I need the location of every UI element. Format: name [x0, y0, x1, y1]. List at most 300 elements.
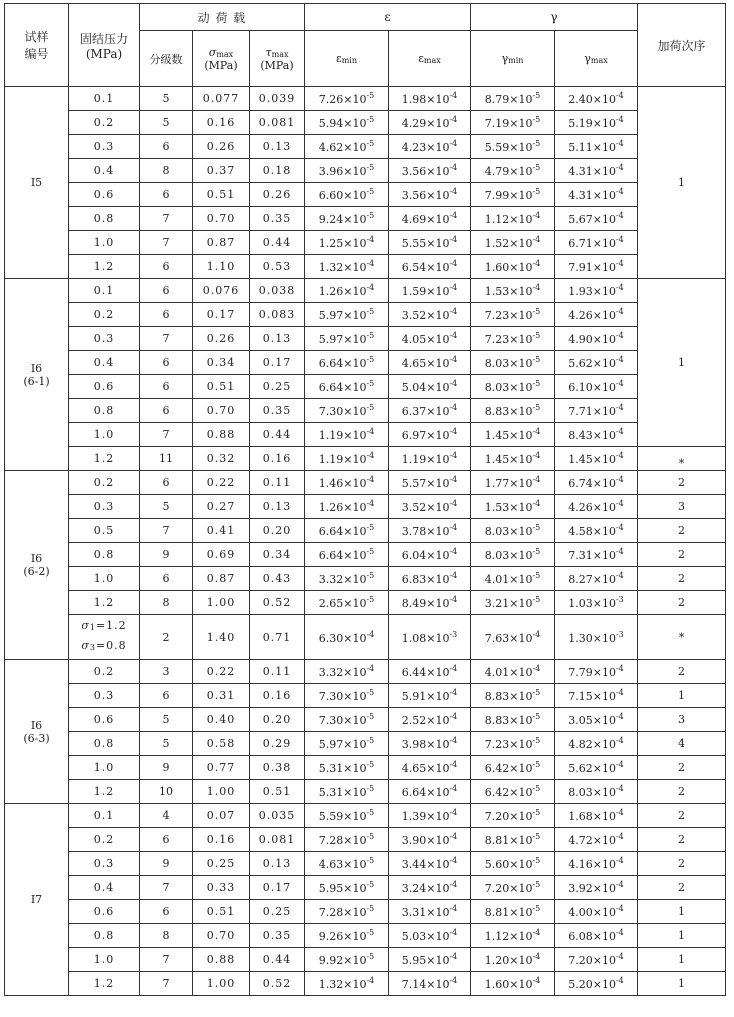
epsilon-max-cell — [389, 732, 471, 756]
gamma-min-cell-mantissa: 5.60 — [484, 858, 510, 871]
gamma-min-cell-mantissa: 8.83 — [484, 405, 510, 418]
times-ten-sign: ×10 — [592, 810, 616, 823]
epsilon-min-cell-mantissa: 2.65 — [318, 597, 344, 610]
times-ten-sign: ×10 — [343, 690, 367, 703]
sigma-max-cell: 1.00 — [193, 591, 250, 615]
load-sequence-cell: 2 — [638, 852, 726, 876]
gamma-min-cell-mantissa: 1.53 — [484, 285, 510, 298]
table-row — [5, 615, 726, 660]
gamma-min-cell-exponent: -5 — [532, 187, 541, 196]
gamma-min-cell — [471, 852, 555, 876]
epsilon-max-cell-exponent: -4 — [449, 595, 458, 604]
epsilon-max-cell-mantissa: 3.52 — [401, 309, 427, 322]
times-ten-sign: ×10 — [343, 405, 367, 418]
gamma-min-cell — [471, 876, 555, 900]
epsilon-min-cell — [305, 135, 389, 159]
gamma-min-cell-exponent: -5 — [532, 379, 541, 388]
epsilon-max-cell-exponent: -4 — [449, 760, 458, 769]
table-row — [5, 303, 726, 327]
consolidation-pressure-cell: 0.3 — [69, 852, 140, 876]
tau-max-cell: 0.20 — [250, 519, 305, 543]
epsilon-min-cell-mantissa: 4.63 — [318, 858, 344, 871]
tau-max-cell: 0.081 — [250, 111, 305, 135]
times-ten-sign: ×10 — [592, 309, 616, 322]
gamma-min-cell-exponent: -5 — [532, 331, 541, 340]
specimen-id: I5 — [30, 176, 43, 189]
epsilon-max-cell-mantissa: 7.14 — [401, 978, 427, 991]
gamma-max-cell — [555, 828, 638, 852]
times-ten-sign: ×10 — [509, 477, 533, 490]
tau-max-cell: 0.13 — [250, 135, 305, 159]
gamma-min-cell-exponent: -5 — [532, 355, 541, 364]
gamma-min-cell — [471, 111, 555, 135]
consolidation-pressure-cell: 0.6 — [69, 183, 140, 207]
sigma1-subscript: 1 — [89, 623, 96, 632]
stages-cell: 5 — [140, 111, 193, 135]
consolidation-pressure-cell: 0.4 — [69, 876, 140, 900]
tau-max-cell: 0.11 — [250, 660, 305, 684]
times-ten-sign: ×10 — [592, 834, 616, 847]
times-ten-sign: ×10 — [426, 834, 450, 847]
epsilon-max-cell — [389, 828, 471, 852]
sigma-max-cell: 0.22 — [193, 471, 250, 495]
gamma-min-cell-exponent: -5 — [532, 403, 541, 412]
gamma-min-cell — [471, 543, 555, 567]
times-ten-sign: ×10 — [426, 858, 450, 871]
times-ten-sign: ×10 — [343, 882, 367, 895]
epsilon-max-cell-mantissa: 1.98 — [401, 93, 427, 106]
times-ten-sign: ×10 — [343, 906, 367, 919]
gamma-max-cell — [555, 948, 638, 972]
stages-cell: 7 — [140, 948, 193, 972]
table-row — [5, 207, 726, 231]
gamma-max-cell — [555, 255, 638, 279]
table-row — [5, 159, 726, 183]
tau-max-cell: 0.083 — [250, 303, 305, 327]
gamma-max-cell — [555, 924, 638, 948]
epsilon-max-cell-mantissa: 6.04 — [401, 549, 427, 562]
times-ten-sign: ×10 — [592, 117, 616, 130]
epsilon-max-cell — [389, 375, 471, 399]
gamma-max-cell-exponent: -4 — [615, 664, 624, 673]
specimen-subid: (6-3) — [23, 731, 50, 745]
load-sequence-cell: 1 — [638, 684, 726, 708]
epsilon-min-cell — [305, 87, 389, 111]
epsilon-header: ε — [305, 4, 471, 31]
epsilon-min-cell-exponent: -5 — [366, 523, 375, 532]
gamma-max-cell-mantissa: 6.71 — [568, 237, 593, 250]
tau-max-cell: 0.039 — [250, 87, 305, 111]
times-ten-sign: ×10 — [592, 381, 616, 394]
epsilon-max-cell — [389, 756, 471, 780]
table-row — [5, 900, 726, 924]
epsilon-min-cell — [305, 399, 389, 423]
sigma-max-cell: 0.69 — [193, 543, 250, 567]
sigma-max-cell: 0.16 — [193, 111, 250, 135]
times-ten-sign: ×10 — [592, 631, 616, 645]
stages-header: 分级数 — [140, 31, 193, 87]
gamma-max-cell-exponent: -4 — [615, 115, 624, 124]
epsilon-min-cell-exponent: -4 — [366, 475, 375, 484]
stages-cell: 7 — [140, 423, 193, 447]
stages-cell: 11 — [140, 447, 193, 471]
gamma-max-cell-exponent: -4 — [615, 928, 624, 937]
epsilon-max-cell-exponent: -3 — [449, 629, 458, 639]
gamma-max-cell-mantissa: 7.31 — [568, 549, 593, 562]
table-row — [5, 804, 726, 828]
load-sequence-cell: 2 — [638, 519, 726, 543]
gamma-max-cell-exponent: -3 — [615, 629, 624, 639]
epsilon-max-cell-exponent: -4 — [449, 736, 458, 745]
times-ten-sign: ×10 — [509, 261, 533, 274]
sigma-max-cell: 0.70 — [193, 207, 250, 231]
gamma-min-cell-mantissa: 3.21 — [484, 597, 510, 610]
gamma-max-cell-exponent: -4 — [615, 139, 624, 148]
sigma-max-cell: 1.00 — [193, 972, 250, 996]
consolidation-pressure-cell: 0.1 — [69, 87, 140, 111]
gamma-max-cell — [555, 471, 638, 495]
times-ten-sign: ×10 — [426, 573, 450, 586]
eps-min-subscript: min — [341, 56, 357, 65]
epsilon-max-cell — [389, 495, 471, 519]
table-row — [5, 852, 726, 876]
sigma-max-cell: 0.076 — [193, 279, 250, 303]
times-ten-sign: ×10 — [343, 930, 367, 943]
epsilon-max-cell-mantissa: 4.05 — [401, 333, 427, 346]
tau-max-cell: 0.25 — [250, 900, 305, 924]
stages-cell: 7 — [140, 519, 193, 543]
gamma-min-cell — [471, 159, 555, 183]
epsilon-max-cell-exponent: -4 — [449, 115, 458, 124]
gamma-max-cell-exponent: -4 — [615, 211, 624, 220]
sigma-max-cell: 0.077 — [193, 87, 250, 111]
gamma-min-cell-exponent: -5 — [532, 307, 541, 316]
tau-max-cell: 0.52 — [250, 972, 305, 996]
epsilon-max-cell-mantissa: 6.44 — [401, 666, 427, 679]
gamma-max-cell — [555, 327, 638, 351]
gamma-max-cell-mantissa: 7.20 — [568, 954, 593, 967]
gamma-max-cell-exponent: -4 — [615, 952, 624, 961]
gamma-min-cell — [471, 303, 555, 327]
times-ten-sign: ×10 — [343, 285, 367, 298]
epsilon-min-cell — [305, 615, 389, 660]
tau-max-cell: 0.44 — [250, 423, 305, 447]
gam-max-subscript: max — [590, 56, 608, 65]
epsilon-min-cell-mantissa: 5.94 — [318, 117, 344, 130]
consolidation-pressure-cell: 0.3 — [69, 135, 140, 159]
epsilon-max-cell-exponent: -4 — [449, 523, 458, 532]
gamma-min-cell-mantissa: 4.01 — [484, 573, 510, 586]
gamma-max-cell — [555, 519, 638, 543]
stages-cell: 6 — [140, 399, 193, 423]
epsilon-max-cell-mantissa: 3.98 — [401, 738, 427, 751]
tau-max-cell: 0.038 — [250, 279, 305, 303]
epsilon-max-cell-mantissa: 5.91 — [401, 690, 427, 703]
epsilon-min-cell-mantissa: 5.95 — [318, 882, 344, 895]
times-ten-sign: ×10 — [592, 573, 616, 586]
epsilon-min-cell-exponent: -4 — [366, 499, 375, 508]
epsilon-min-cell — [305, 471, 389, 495]
epsilon-min-cell-mantissa: 3.32 — [318, 573, 344, 586]
epsilon-min-cell-exponent: -5 — [366, 91, 375, 100]
epsilon-max-cell — [389, 471, 471, 495]
specimen-header-line2: 编号 — [24, 47, 49, 61]
stages-cell: 6 — [140, 684, 193, 708]
gam-min-symbol: γ — [501, 52, 509, 65]
sigma-max-cell: 1.00 — [193, 780, 250, 804]
consolidation-pressure-cell: 1.0 — [69, 231, 140, 255]
gamma-max-cell-mantissa: 4.82 — [568, 738, 593, 751]
gamma-max-cell-exponent: -4 — [615, 403, 624, 412]
epsilon-min-cell-exponent: -5 — [366, 211, 375, 220]
consolidation-pressure-cell: 1.0 — [69, 948, 140, 972]
times-ten-sign: ×10 — [426, 261, 450, 274]
sigma-max-cell: 0.87 — [193, 567, 250, 591]
times-ten-sign: ×10 — [343, 477, 367, 490]
gamma-min-cell-exponent: -5 — [532, 523, 541, 532]
times-ten-sign: ×10 — [343, 261, 367, 274]
load-sequence-cell: 1 — [638, 972, 726, 996]
gamma-max-cell — [555, 423, 638, 447]
gamma-min-cell-exponent: -5 — [532, 115, 541, 124]
times-ten-sign: ×10 — [343, 429, 367, 442]
load-sequence-cell: 2 — [638, 591, 726, 615]
sigma-max-cell: 0.41 — [193, 519, 250, 543]
gamma-max-cell — [555, 780, 638, 804]
epsilon-min-cell — [305, 948, 389, 972]
gamma-max-cell-exponent: -3 — [615, 595, 624, 604]
times-ten-sign: ×10 — [509, 978, 533, 991]
times-ten-sign: ×10 — [592, 357, 616, 370]
times-ten-sign: ×10 — [343, 573, 367, 586]
gamma-max-cell-exponent: -4 — [615, 451, 624, 460]
table-row — [5, 399, 726, 423]
epsilon-max-header — [389, 31, 471, 87]
tau-max-cell: 0.17 — [250, 876, 305, 900]
epsilon-max-cell — [389, 684, 471, 708]
consolidation-pressure-cell: 1.0 — [69, 756, 140, 780]
consolidation-pressure-cell: 0.6 — [69, 375, 140, 399]
load-sequence-header: 加荷次序 — [638, 4, 726, 87]
gamma-max-cell-exponent: -4 — [615, 331, 624, 340]
stages-cell: 9 — [140, 756, 193, 780]
table-row — [5, 231, 726, 255]
consolidation-pressure-cell: 1.2 — [69, 447, 140, 471]
consolidation-pressure-header — [69, 4, 140, 87]
stages-cell: 7 — [140, 327, 193, 351]
gamma-min-cell-mantissa: 1.12 — [484, 930, 510, 943]
epsilon-min-cell — [305, 567, 389, 591]
epsilon-min-cell — [305, 876, 389, 900]
specimen-subid: (6-1) — [23, 374, 50, 388]
times-ten-sign: ×10 — [592, 165, 616, 178]
epsilon-min-cell-mantissa: 7.30 — [318, 405, 344, 418]
specimen-id-cell — [5, 471, 69, 660]
gamma-max-cell-exponent: -4 — [615, 832, 624, 841]
consolidation-pressure-cell: 1.2 — [69, 255, 140, 279]
times-ten-sign: ×10 — [343, 762, 367, 775]
epsilon-max-cell-mantissa: 5.55 — [401, 237, 427, 250]
times-ten-sign: ×10 — [509, 117, 533, 130]
epsilon-max-cell-mantissa: 6.37 — [401, 405, 427, 418]
sigma-max-cell: 0.17 — [193, 303, 250, 327]
times-ten-sign: ×10 — [426, 93, 450, 106]
gamma-min-cell-exponent: -5 — [532, 688, 541, 697]
times-ten-sign: ×10 — [426, 954, 450, 967]
sigma-max-cell: 0.16 — [193, 828, 250, 852]
epsilon-max-cell-mantissa: 8.49 — [401, 597, 427, 610]
gamma-header: γ — [471, 4, 638, 31]
table-row — [5, 279, 726, 303]
epsilon-max-cell — [389, 900, 471, 924]
sigma3-line — [69, 637, 139, 657]
times-ten-sign: ×10 — [509, 690, 533, 703]
epsilon-min-cell-mantissa: 5.59 — [318, 810, 344, 823]
specimen-id-cell — [5, 660, 69, 804]
gamma-min-cell-exponent: -4 — [532, 259, 541, 268]
times-ten-sign: ×10 — [343, 858, 367, 871]
epsilon-max-cell-exponent: -4 — [449, 187, 458, 196]
gamma-max-cell-exponent: -4 — [615, 784, 624, 793]
gamma-min-cell-exponent: -5 — [532, 856, 541, 865]
gamma-max-cell-mantissa: 1.03 — [568, 597, 593, 610]
sigma-max-cell: 0.27 — [193, 495, 250, 519]
gamma-min-cell-exponent: -5 — [532, 808, 541, 817]
epsilon-max-cell — [389, 708, 471, 732]
eps-max-symbol: ε — [418, 52, 424, 65]
times-ten-sign: ×10 — [509, 573, 533, 586]
gamma-max-cell-mantissa: 6.10 — [568, 381, 593, 394]
specimen-id-cell — [5, 804, 69, 996]
gamma-max-cell-exponent: -4 — [615, 880, 624, 889]
epsilon-min-cell-exponent: -5 — [366, 712, 375, 721]
gamma-max-cell-mantissa: 8.43 — [568, 429, 593, 442]
tau-max-cell: 0.71 — [250, 615, 305, 660]
tau-max-cell: 0.13 — [250, 852, 305, 876]
gamma-max-cell-exponent: -4 — [615, 976, 624, 985]
epsilon-max-cell-exponent: -4 — [449, 427, 458, 436]
tau-max-cell: 0.18 — [250, 159, 305, 183]
stages-cell: 2 — [140, 615, 193, 660]
gamma-min-cell — [471, 804, 555, 828]
gamma-min-header — [471, 31, 555, 87]
epsilon-max-cell-exponent: -4 — [449, 307, 458, 316]
gamma-max-cell — [555, 207, 638, 231]
load-sequence-cell: 2 — [638, 876, 726, 900]
sigma-max-cell: 1.10 — [193, 255, 250, 279]
specimen-id: I7 — [30, 893, 43, 906]
gamma-max-cell — [555, 708, 638, 732]
epsilon-max-cell-mantissa: 3.56 — [401, 189, 427, 202]
gamma-min-cell-exponent: -5 — [532, 712, 541, 721]
gamma-max-cell-mantissa: 4.31 — [568, 165, 593, 178]
times-ten-sign: ×10 — [509, 381, 533, 394]
epsilon-min-cell-exponent: -5 — [366, 880, 375, 889]
times-ten-sign: ×10 — [592, 261, 616, 274]
gamma-min-cell — [471, 684, 555, 708]
times-ten-sign: ×10 — [343, 549, 367, 562]
epsilon-max-cell-exponent: -4 — [449, 571, 458, 580]
gamma-max-cell-mantissa: 7.79 — [568, 666, 593, 679]
epsilon-min-cell-exponent: -4 — [366, 664, 375, 673]
table-row — [5, 327, 726, 351]
sigma-max-cell: 0.77 — [193, 756, 250, 780]
times-ten-sign: ×10 — [509, 213, 533, 226]
gamma-min-cell-exponent: -5 — [532, 784, 541, 793]
stages-cell: 6 — [140, 255, 193, 279]
gamma-max-cell-exponent: -4 — [615, 475, 624, 484]
times-ten-sign: ×10 — [426, 189, 450, 202]
stages-cell: 7 — [140, 231, 193, 255]
consolidation-pressure-cell: 0.2 — [69, 660, 140, 684]
consolidation-pressure-cell: 1.0 — [69, 567, 140, 591]
load-sequence-cell: 1 — [638, 87, 726, 279]
gamma-max-cell-mantissa: 4.26 — [568, 309, 593, 322]
gamma-min-cell — [471, 447, 555, 471]
times-ten-sign: ×10 — [426, 882, 450, 895]
times-ten-sign: ×10 — [426, 906, 450, 919]
gamma-max-cell-mantissa: 5.11 — [568, 141, 593, 154]
eps-min-symbol: ε — [336, 52, 342, 65]
gamma-max-cell-mantissa: 3.05 — [568, 714, 593, 727]
gamma-min-cell — [471, 423, 555, 447]
times-ten-sign: ×10 — [592, 549, 616, 562]
epsilon-min-cell-mantissa: 6.64 — [318, 525, 344, 538]
gamma-max-cell — [555, 732, 638, 756]
epsilon-max-cell-mantissa: 4.65 — [401, 762, 427, 775]
times-ten-sign: ×10 — [592, 906, 616, 919]
stages-cell: 7 — [140, 972, 193, 996]
epsilon-max-cell — [389, 804, 471, 828]
stages-cell: 9 — [140, 543, 193, 567]
epsilon-min-cell-exponent: -5 — [366, 163, 375, 172]
gamma-max-cell-exponent: -4 — [615, 355, 624, 364]
gamma-min-cell-mantissa: 1.60 — [484, 978, 510, 991]
gamma-min-cell — [471, 399, 555, 423]
epsilon-max-cell-mantissa: 4.23 — [401, 141, 427, 154]
times-ten-sign: ×10 — [426, 666, 450, 679]
epsilon-min-cell-mantissa: 5.31 — [318, 762, 344, 775]
tau-max-cell: 0.44 — [250, 948, 305, 972]
epsilon-max-cell-mantissa: 3.90 — [401, 834, 427, 847]
times-ten-sign: ×10 — [592, 762, 616, 775]
load-sequence-cell: 2 — [638, 660, 726, 684]
epsilon-min-cell-mantissa: 1.46 — [318, 477, 344, 490]
gamma-min-cell-mantissa: 7.63 — [484, 631, 510, 645]
load-sequence-cell: 2 — [638, 567, 726, 591]
tau-max-cell: 0.25 — [250, 375, 305, 399]
gamma-max-cell — [555, 135, 638, 159]
gam-min-subscript: min — [508, 56, 524, 65]
times-ten-sign: ×10 — [343, 786, 367, 799]
epsilon-max-cell-mantissa: 3.78 — [401, 525, 427, 538]
epsilon-max-cell — [389, 972, 471, 996]
times-ten-sign: ×10 — [426, 405, 450, 418]
sigma-max-cell: 0.58 — [193, 732, 250, 756]
gamma-max-cell-mantissa: 4.31 — [568, 189, 593, 202]
epsilon-min-cell — [305, 924, 389, 948]
times-ten-sign: ×10 — [509, 93, 533, 106]
tau-max-cell: 0.38 — [250, 756, 305, 780]
epsilon-max-cell-mantissa: 5.03 — [401, 930, 427, 943]
gamma-min-cell — [471, 828, 555, 852]
gamma-min-cell-mantissa: 4.01 — [484, 666, 510, 679]
tau-max-cell: 0.34 — [250, 543, 305, 567]
gamma-min-cell-exponent: -5 — [532, 571, 541, 580]
gamma-min-cell-mantissa: 8.03 — [484, 525, 510, 538]
gamma-min-cell — [471, 135, 555, 159]
epsilon-min-cell — [305, 255, 389, 279]
